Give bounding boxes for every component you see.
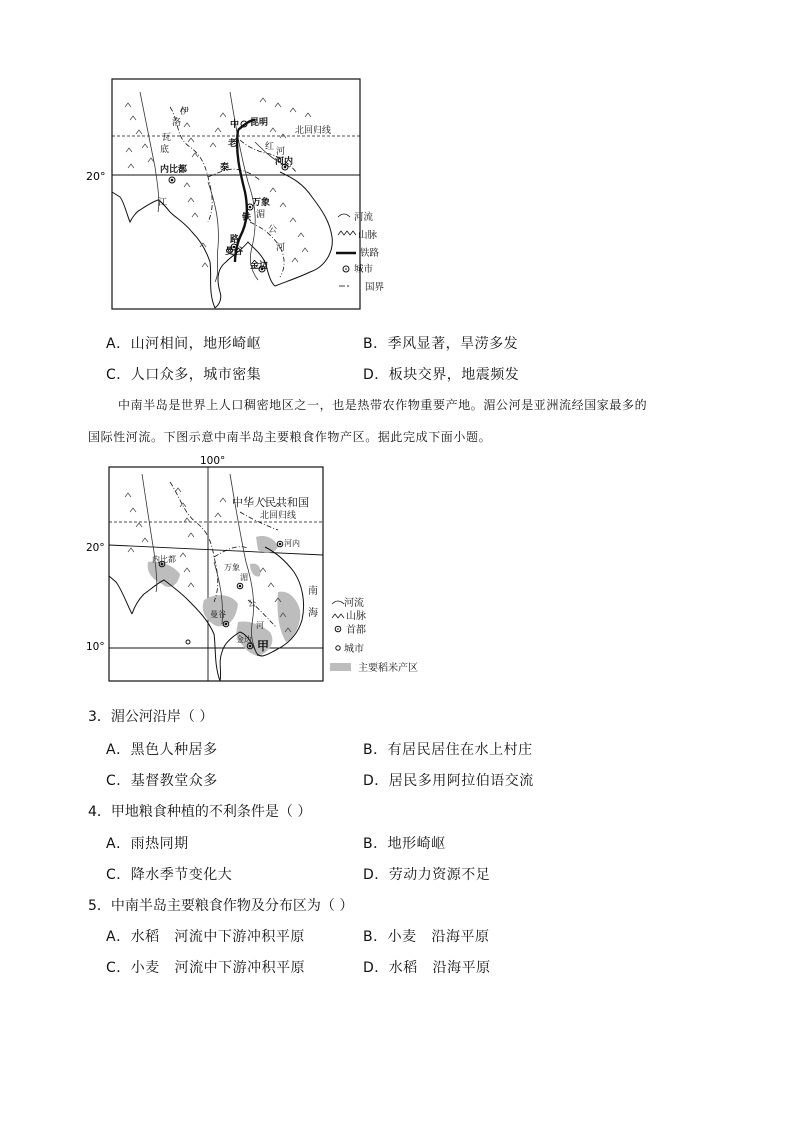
q2-option-a[interactable]: A．山河相间，地形崎岖 bbox=[106, 336, 262, 352]
map2-label-china: 中华人民共和国 bbox=[232, 496, 309, 509]
legend-city-label: 城市 bbox=[354, 264, 374, 275]
intro-line-1: 中南半岛是世界上人口稠密地区之一，也是热带农作物重要产地。湄公河是亚洲流经国家最多的 bbox=[118, 398, 648, 412]
legend-river-label: 河流 bbox=[354, 212, 374, 223]
q4-option-a[interactable]: A．雨热同期 bbox=[106, 836, 189, 852]
legend2-mountain-label: 山脉 bbox=[346, 611, 366, 622]
q2-option-d[interactable]: D．板块交界，地震频发 bbox=[363, 367, 520, 383]
map-indochina-terrain bbox=[80, 72, 400, 317]
q3-option-a[interactable]: A．黑色人种居多 bbox=[106, 742, 218, 758]
map-rice-areas bbox=[80, 452, 450, 687]
map2-label-hanoi: 河内 bbox=[284, 539, 300, 548]
map2-label-mei: 湄 bbox=[240, 573, 248, 582]
legend-mountain-label: 山脉 bbox=[358, 230, 378, 241]
map1-label-hong: 红 bbox=[265, 142, 275, 152]
legend-border-label: 国界 bbox=[365, 282, 385, 293]
question-5-stem: 5．中南半岛主要粮食作物及分布区为（ ） bbox=[88, 898, 354, 914]
q5-option-c[interactable]: C．小麦 河流中下游冲积平原 bbox=[106, 960, 306, 976]
q3-option-d[interactable]: D．居民多用阿拉伯语交流 bbox=[363, 773, 534, 789]
map1-label-lao: 老 bbox=[228, 139, 238, 149]
map1-label-naypyidaw: 内比都 bbox=[160, 165, 188, 175]
map1-label-zhong: 中 bbox=[230, 120, 240, 130]
map1-label-he: 河 bbox=[276, 147, 286, 157]
map1-label-tie: 铁 bbox=[242, 213, 252, 223]
q4-option-c[interactable]: C．降水季节变化大 bbox=[106, 867, 233, 883]
map1-label-tai: 泰 bbox=[220, 163, 230, 173]
map1-label-tropic: 北回归线 bbox=[295, 126, 332, 136]
map2-label-bangkok: 曼谷 bbox=[210, 610, 226, 619]
question-4-stem: 4．甲地粮食种植的不利条件是（ ） bbox=[88, 804, 312, 820]
map2-label-phnompenh: 金边 bbox=[236, 635, 252, 644]
q2-option-b[interactable]: B．季风显著，旱涝多发 bbox=[363, 336, 519, 352]
question-3-stem: 3．湄公河沿岸（ ） bbox=[88, 709, 214, 725]
latitude-label-10-map2: 10° bbox=[86, 641, 105, 653]
map1-label-vientiane: 万象 bbox=[252, 198, 271, 208]
map1-label-jiang: 江 bbox=[158, 198, 168, 208]
map1-label-di: 底 bbox=[160, 145, 170, 155]
map1-label-kunming: 昆明 bbox=[250, 118, 269, 128]
map1-label-gong: 公 bbox=[268, 225, 278, 235]
map1-label-hanoi: 河内 bbox=[275, 157, 294, 167]
legend2-city-label: 城市 bbox=[344, 644, 364, 655]
map1-label-phnompenh: 金边 bbox=[250, 261, 269, 271]
map2-label-hai: 海 bbox=[308, 608, 318, 619]
q5-option-a[interactable]: A．水稻 河流中下游冲积平原 bbox=[106, 929, 305, 945]
longitude-label-100: 100° bbox=[200, 455, 226, 467]
map2-label-gong: 公 bbox=[248, 599, 256, 608]
map1-label-bangkok: 曼谷 bbox=[225, 247, 244, 257]
q2-option-c[interactable]: C．人口众多，城市密集 bbox=[106, 367, 262, 383]
q5-option-d[interactable]: D．水稻 沿海平原 bbox=[363, 960, 491, 976]
map2-label-nan: 南 bbox=[308, 586, 318, 597]
q4-option-b[interactable]: B．地形崎岖 bbox=[363, 836, 446, 852]
map2-label-vientiane: 万象 bbox=[224, 563, 240, 572]
map2-label-he: 河 bbox=[256, 621, 264, 630]
map1-label-yi: 伊 bbox=[180, 107, 190, 117]
legend-railway-label: 铁路 bbox=[360, 248, 380, 259]
intro-line-2: 国际性河流。下图示意中南半岛主要粮食作物产区。据此完成下面小题。 bbox=[88, 430, 492, 444]
legend2-rice-label: 主要稻米产区 bbox=[358, 663, 418, 674]
latitude-label-20: 20° bbox=[86, 170, 106, 183]
map2-label-naypyidaw: 内比都 bbox=[152, 555, 176, 564]
map2-label-jia: 甲 bbox=[257, 639, 270, 653]
q4-option-d[interactable]: D．劳动力资源不足 bbox=[363, 867, 491, 883]
map2-label-tropic: 北回归线 bbox=[260, 511, 297, 521]
map1-label-lu: 路 bbox=[230, 235, 240, 245]
map1-label-mei: 湄 bbox=[256, 210, 266, 220]
map1-label-he2: 河 bbox=[276, 243, 286, 253]
q5-option-b[interactable]: B．小麦 沿海平原 bbox=[363, 929, 490, 945]
q3-option-b[interactable]: B．有居民居住在水上村庄 bbox=[363, 742, 533, 758]
legend2-river-label: 河流 bbox=[344, 598, 364, 609]
map1-label-luo: 洛 bbox=[172, 118, 182, 128]
map1-label-wa: 瓦 bbox=[162, 133, 172, 143]
q3-option-c[interactable]: C．基督教堂众多 bbox=[106, 773, 218, 789]
legend2-capital-label: 首都 bbox=[346, 625, 366, 636]
latitude-label-20-map2: 20° bbox=[86, 542, 105, 554]
